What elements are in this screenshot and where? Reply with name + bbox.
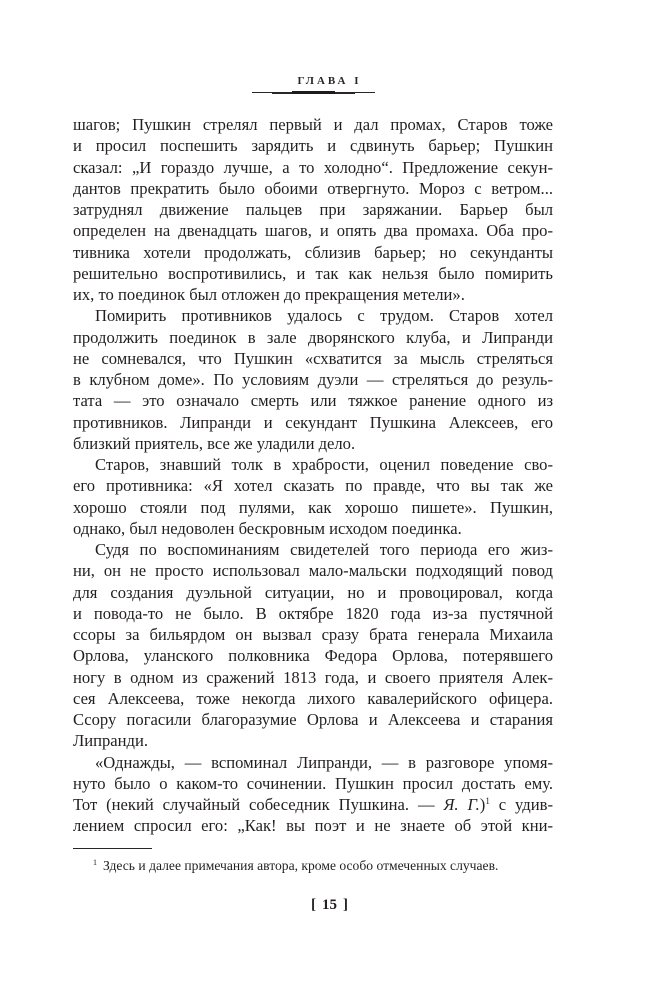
body-line: шагов; Пушкин стрелял первый и дал промах, Старов тоже — [73, 115, 553, 134]
body-line: продолжить поединок в зале дворянского клуба, и Липранди — [73, 327, 553, 347]
body-line: для создания дуэльной ситуации, но и провоцировал, когда — [73, 582, 553, 602]
line-text: Тот (некий случайный собеседник Пушкина. — — [73, 795, 444, 814]
body-line: Орлова, уланского полковника Федора Орлова, потерявшего — [73, 646, 553, 666]
footnote-separator-rule — [73, 848, 152, 849]
author-initials: Я. Г. — [443, 795, 480, 814]
body-line: ногу в одном из сражений 1813 года, и своего приятеля Алек- — [73, 667, 553, 687]
footnote-reference[interactable]: 1 — [485, 796, 490, 806]
body-line: затруднял движение пальцев при заряжании. Барьер был — [73, 200, 553, 219]
footnote — [93, 858, 498, 874]
body-line: сказал: „И гораздо лучше, а то холодно“. Предложение секун- — [73, 157, 553, 177]
body-line: и просил поспешить зарядить и сдвинуть барьер; Пушкин — [73, 136, 553, 156]
header-ornamental-rule — [252, 91, 375, 94]
body-line-with-footnote-ref — [73, 794, 553, 815]
body-line: определен на двенадцать шагов, и опять два промаха. Оба про- — [73, 221, 553, 241]
body-line: однако, был недоволен бескровным исходом поединка. — [73, 518, 462, 538]
body-line: лением спросил его: „Как! вы поэт и не знаете об этой кни- — [73, 816, 553, 836]
body-line: Липранди. — [73, 731, 149, 751]
body-line: и повода-то не было. В октябре 1820 года из-за пустячной — [73, 603, 553, 623]
closing-paren: ) — [479, 795, 486, 814]
page-number-open-bracket: [ — [311, 897, 316, 913]
body-line: дантов прекратить было обоими отвергнуто. Мороз с ветром... — [73, 178, 553, 198]
body-line: ссоры за бильярдом он вызвал сразу брата генерала Михаила — [73, 625, 553, 644]
body-line: Судя по воспоминаниям свидетелей того периода его жиз- — [95, 540, 553, 559]
rule-thick-segment — [292, 91, 335, 94]
body-line: тивника хотели продолжать, сблизив барьер; но секунданты — [73, 242, 553, 262]
body-line: тата — это означало смерть или тяжкое ранение одного из — [73, 391, 553, 411]
body-line: «Однажды, — вспоминал Липранди, — в разговоре упомя- — [95, 752, 553, 772]
body-line: Ссору погасили благоразумие Орлова и Алексеева и старания — [73, 710, 553, 729]
body-line: близкий приятель, все же уладили дело. — [73, 433, 356, 453]
body-line: их, то поединок был отложен до прекращения метели». — [73, 285, 465, 304]
body-line: противников. Липранди и секундант Пушкина Алексеев, его — [73, 412, 553, 432]
page-number — [0, 896, 659, 914]
body-line: хорошо стояли под пулями, как хорошо пишете». Пушкин, — [73, 497, 553, 517]
body-line: решительно воспротивились, и так как нельзя было помирить — [73, 263, 553, 283]
page-number-close-bracket: ] — [343, 897, 348, 913]
body-line: нуто было о каком-то сочинении. Пушкин просил достать ему. — [73, 773, 553, 793]
body-line: ни, он не просто использовал мало-мальски подходящий повод — [73, 561, 553, 581]
running-head-chapter-title: ГЛАВА I — [297, 75, 362, 87]
body-text — [73, 114, 553, 837]
body-line: Помирить противников удалось с трудом. Старов хотел — [95, 306, 553, 326]
body-lines — [73, 114, 553, 794]
body-line: его противника: «Я хотел сказать по правде, что вы так же — [73, 476, 553, 496]
line-text-end: с удив- — [489, 795, 553, 814]
body-line: не сомневался, что Пушкин «схватится за мысль стреляться — [73, 348, 553, 368]
body-line: сея Алексеева, тоже некогда лихого кавалерийского офицера. — [73, 688, 553, 708]
body-line: в клубном доме». По условиям дуэли — стреляться до резуль- — [73, 370, 553, 389]
page-number-value: 15 — [322, 897, 337, 913]
footnote-text: Здесь и далее примечания автора, кроме особо отмеченных случаев. — [103, 858, 499, 873]
footnote-marker: 1 — [93, 858, 97, 867]
body-line: Старов, знавший толк в храбрости, оценил поведение сво- — [95, 455, 553, 474]
